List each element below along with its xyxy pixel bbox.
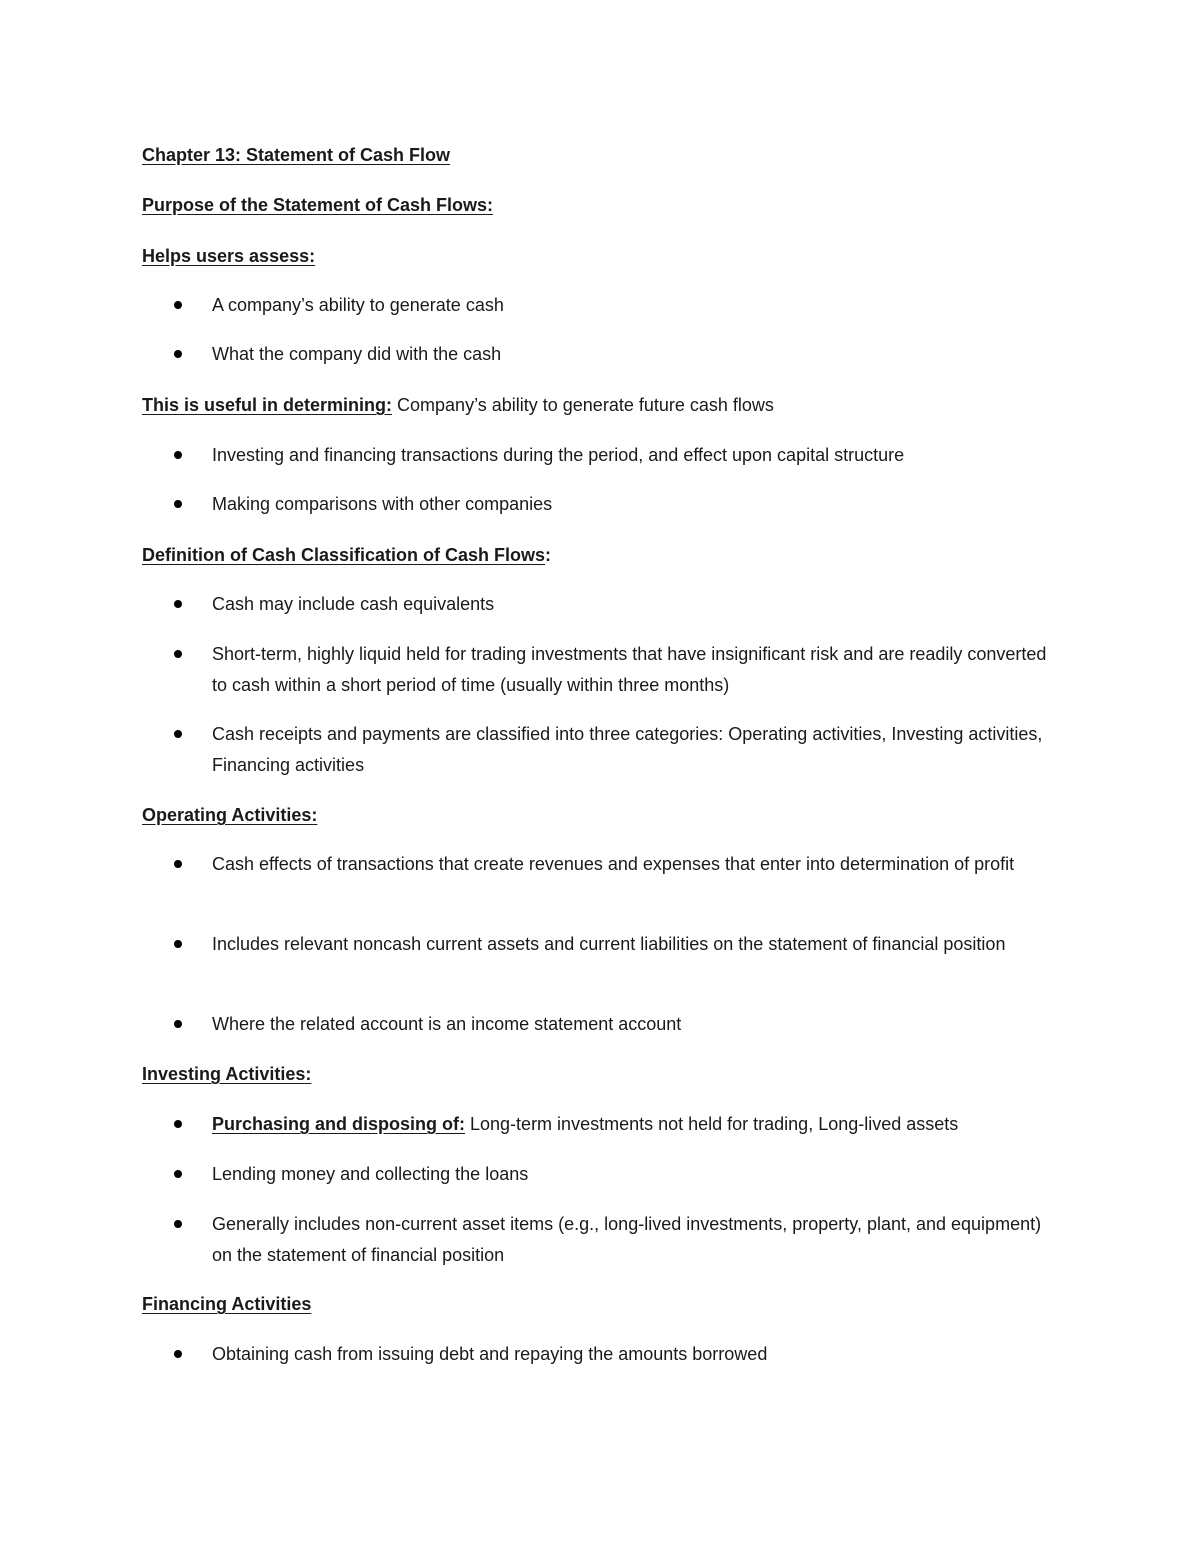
bullet-icon — [174, 1170, 182, 1178]
definition-heading: Definition of Cash Classification of Cash Flows — [142, 545, 546, 565]
definition-heading-line — [142, 540, 551, 571]
bullet-icon — [174, 650, 182, 658]
list-item-text: Cash receipts and payments are classified into three categories: Operating activities, Investing activities, Financing activities — [212, 724, 1043, 775]
bullet-icon — [174, 1220, 182, 1228]
useful-text: Company’s ability to generate future cash flows — [392, 395, 774, 415]
bullet-icon — [174, 1350, 182, 1358]
list-item-text: Cash may include cash equivalents — [212, 594, 495, 614]
chapter-title: Chapter 13: Statement of Cash Flow — [142, 145, 451, 165]
useful-label: This is useful in determining: — [142, 395, 393, 415]
bullet-icon — [174, 730, 182, 738]
list-item — [212, 1109, 1062, 1140]
list-item — [212, 440, 1062, 471]
list-item-text: Where the related account is an income statement account — [212, 1014, 682, 1034]
list-item — [212, 719, 1062, 781]
operating-heading: Operating Activities: — [142, 805, 318, 825]
list-item — [212, 929, 1062, 960]
useful-paragraph — [142, 390, 774, 421]
bullet-icon — [174, 860, 182, 868]
list-item — [212, 1009, 1062, 1040]
list-item — [212, 849, 1062, 880]
list-item — [212, 290, 1062, 321]
investing-item-label: Purchasing and disposing of: — [212, 1114, 466, 1134]
list-item-text: Cash effects of transactions that create revenues and expenses that enter into determination of profit — [212, 854, 1015, 874]
bullet-icon — [174, 500, 182, 508]
bullet-icon — [174, 940, 182, 948]
bullet-icon — [174, 451, 182, 459]
list-item-text: Making comparisons with other companies — [212, 494, 553, 514]
financing-heading: Financing Activities — [142, 1294, 312, 1314]
helps-heading: Helps users assess: — [142, 246, 316, 266]
list-item-text: What the company did with the cash — [212, 344, 502, 364]
list-item — [212, 589, 1062, 620]
purpose-heading: Purpose of the Statement of Cash Flows: — [142, 195, 494, 215]
bullet-icon — [174, 1020, 182, 1028]
list-item — [212, 489, 1062, 520]
investing-heading: Investing Activities: — [142, 1064, 312, 1084]
list-item — [212, 1159, 1062, 1190]
list-item-text: Long-term investments not held for trading, Long-lived assets — [465, 1114, 959, 1134]
list-item — [212, 339, 1062, 370]
list-item-text: Investing and financing transactions during the period, and effect upon capital structure — [212, 445, 905, 465]
list-item-text: Short-term, highly liquid held for trading investments that have insignificant risk and are readily converted to cash within a short period of time (usually within three months) — [212, 644, 1047, 695]
bullet-icon — [174, 600, 182, 608]
list-item — [212, 639, 1062, 701]
bullet-icon — [174, 350, 182, 358]
list-item-text: Generally includes non-current asset items (e.g., long-lived investments, property, plant, and equipment) on the statement of financial position — [212, 1214, 1042, 1265]
definition-colon: : — [545, 545, 552, 565]
list-item-text: Includes relevant noncash current assets and current liabilities on the statement of financial position — [212, 934, 1006, 954]
list-item — [212, 1209, 1062, 1271]
list-item-text: Obtaining cash from issuing debt and repaying the amounts borrowed — [212, 1344, 768, 1364]
bullet-icon — [174, 1120, 182, 1128]
list-item — [212, 1339, 1062, 1370]
bullet-icon — [174, 301, 182, 309]
list-item-text: A company’s ability to generate cash — [212, 295, 504, 315]
list-item-text: Lending money and collecting the loans — [212, 1164, 529, 1184]
